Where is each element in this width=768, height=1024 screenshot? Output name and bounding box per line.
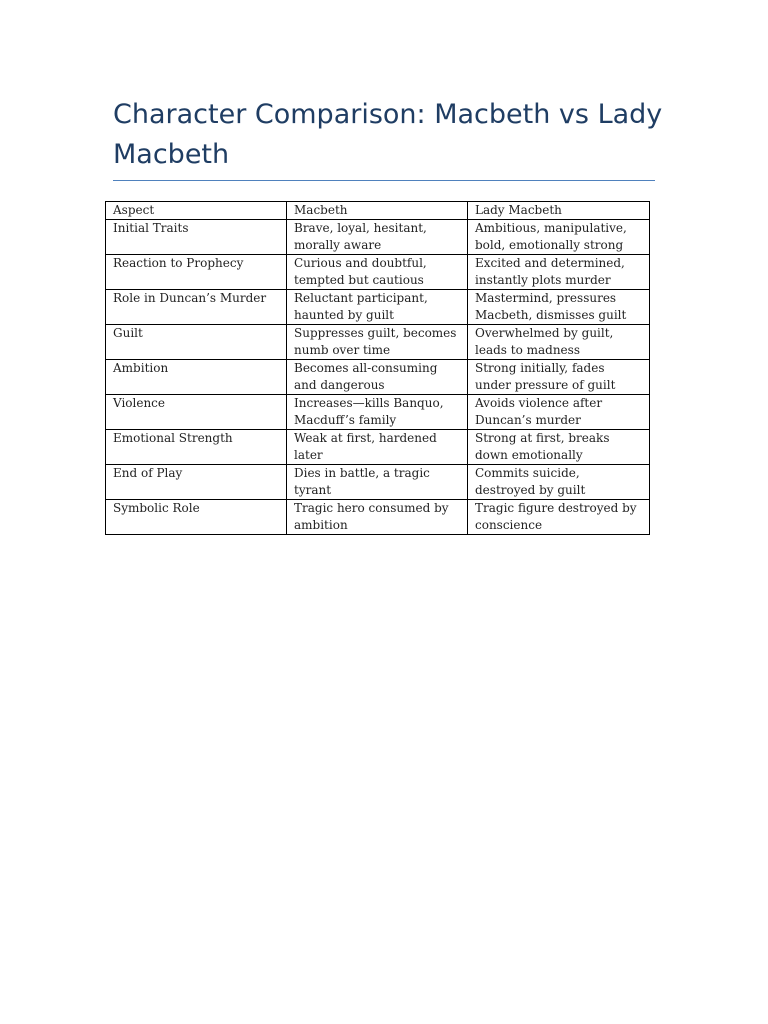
header-cell-aspect: Aspect [106, 202, 287, 220]
table-header-row [106, 202, 650, 220]
macbeth-cell: Curious and doubtful, tempted but cautious [287, 255, 468, 290]
aspect-cell: Initial Traits [106, 220, 287, 255]
page-title: Character Comparison: Macbeth vs Lady Macbeth [113, 99, 663, 170]
lady-macbeth-cell: Avoids violence after Duncan’s murder [468, 395, 650, 430]
aspect-cell: Ambition [106, 360, 287, 395]
aspect-cell: Guilt [106, 325, 287, 360]
header-cell-lady-macbeth: Lady Macbeth [468, 202, 650, 220]
macbeth-cell: Tragic hero consumed by ambition [287, 500, 468, 535]
header-cell-macbeth: Macbeth [287, 202, 468, 220]
table-row [106, 325, 650, 360]
macbeth-cell: Brave, loyal, hesitant, morally aware [287, 220, 468, 255]
table-row [106, 395, 650, 430]
aspect-cell: Reaction to Prophecy [106, 255, 287, 290]
aspect-cell: Role in Duncan’s Murder [106, 290, 287, 325]
macbeth-cell: Becomes all-consuming and dangerous [287, 360, 468, 395]
lady-macbeth-cell: Mastermind, pressures Macbeth, dismisses guilt [468, 290, 650, 325]
lady-macbeth-cell: Strong initially, fades under pressure of guilt [468, 360, 650, 395]
aspect-cell: Emotional Strength [106, 430, 287, 465]
macbeth-cell: Dies in battle, a tragic tyrant [287, 465, 468, 500]
lady-macbeth-cell: Commits suicide, destroyed by guilt [468, 465, 650, 500]
comparison-table [105, 201, 650, 535]
lady-macbeth-cell: Strong at first, breaks down emotionally [468, 430, 650, 465]
aspect-cell: End of Play [106, 465, 287, 500]
aspect-cell: Symbolic Role [106, 500, 287, 535]
lady-macbeth-cell: Ambitious, manipulative, bold, emotionally strong [468, 220, 650, 255]
macbeth-cell: Suppresses guilt, becomes numb over time [287, 325, 468, 360]
table-row [106, 430, 650, 465]
table-row [106, 465, 650, 500]
table-row [106, 255, 650, 290]
lady-macbeth-cell: Tragic figure destroyed by conscience [468, 500, 650, 535]
lady-macbeth-cell: Excited and determined, instantly plots murder [468, 255, 650, 290]
lady-macbeth-cell: Overwhelmed by guilt, leads to madness [468, 325, 650, 360]
macbeth-cell: Weak at first, hardened later [287, 430, 468, 465]
table-row [106, 500, 650, 535]
table-row [106, 290, 650, 325]
table-row [106, 220, 650, 255]
aspect-cell: Violence [106, 395, 287, 430]
table-row [106, 360, 650, 395]
macbeth-cell: Reluctant participant, haunted by guilt [287, 290, 468, 325]
title-underline [113, 180, 655, 181]
macbeth-cell: Increases—kills Banquo, Macduff’s family [287, 395, 468, 430]
